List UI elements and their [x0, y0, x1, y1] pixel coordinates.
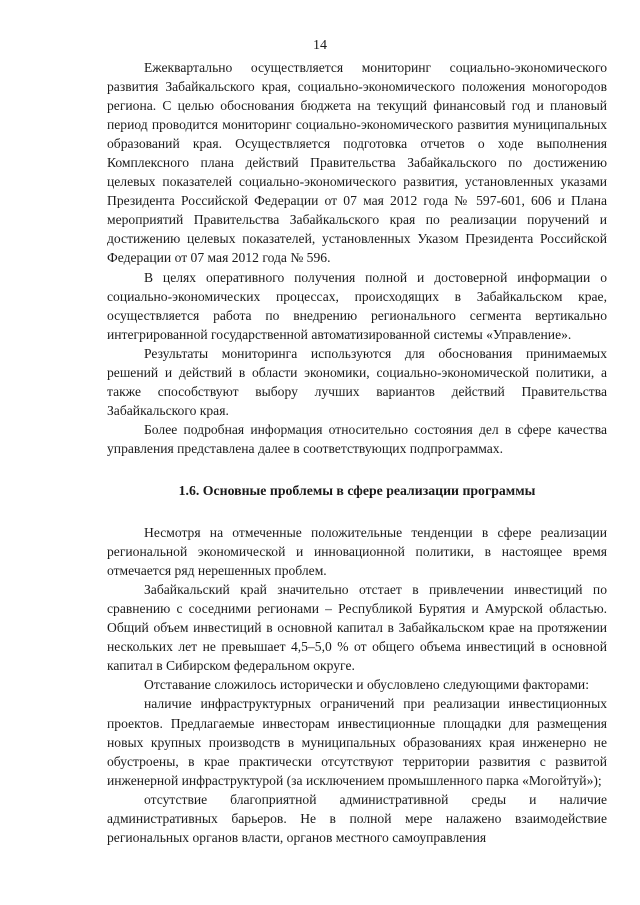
- paragraph-subprograms-reference: Более подробная информация относительно состояния дел в сфере качества управления представлена далее в соответствующих подпрограммах.: [107, 421, 607, 456]
- spacer: [107, 500, 607, 523]
- paragraph-information-system: В целях оперативного получения полной и достоверной информации о социально-экономических процессах, происходящих в Забайкальском крае, осуществляется работа по внедрению регионального сегмента вертикально интегрированной государственной автоматизированной системы «Управление».: [107, 269, 607, 342]
- section-heading: 1.6. Основные проблемы в сфере реализации программы: [178, 482, 536, 498]
- paragraph-infrastructure-limits: наличие инфраструктурных ограничений при реализации инвестиционных проектов. Предлагаемые инвесторам инвестиционные площадки для размещения новых крупных производств в муниципальных образованиях края инженерно не обустроены, в крае практически отсутствуют территории развития с развитой инженерной инфраструктурой (за исключением промышленного парка «Могойтуй»);: [107, 696, 607, 788]
- paragraph-monitoring-results: Результаты мониторинга используются для обоснования принимаемых решений и действий в области экономики, социально-экономической политики, а также способствуют выбору лучших вариантов действий Правительства Забайкальского края.: [107, 345, 607, 418]
- paragraph-factors-intro: Отставание сложилось исторически и обусловлено следующими факторами:: [144, 677, 589, 693]
- page-number: 14: [313, 38, 327, 53]
- paragraph-unresolved-problems: Несмотря на отмеченные положительные тенденции в сфере реализации региональной экономической и инновационной политики, в настоящее время отмечается ряд нерешенных проблем.: [107, 525, 607, 579]
- paragraph-investment-lag: Забайкальский край значительно отстает в привлечении инвестиций по сравнению с соседними регионами – Республикой Бурятия и Амурской областью. Общий объем инвестиций в основной капитал в Забайкальском крае на протяжении нескольких лет не превышает 4,5–5,0 % от общего объема инвестиций в основной капитал в Сибирском федеральном округе.: [107, 582, 607, 674]
- document-body: [107, 58, 607, 847]
- spacer: [107, 458, 607, 481]
- paragraph-monitoring: Ежеквартально осуществляется мониторинг социально-экономического развития Забайкальского края, социально-экономического положения моногородов региона. С целью обоснования бюджета на текущий финансовый год и плановый период проводится мониторинг социально-экономического развития муниципальных образований края. Осуществляется подготовка отчетов о ходе выполнения Комплексного плана действий Правительства Забайкальского по достижению целевых показателей социально-экономического развития, установленных указами Президента Российской Федерации от 07 мая 2012 года № 597-601, 606 и Плана мероприятий Правительства Забайкальского края по реализации поручений и достижению целевых показателей, установленных Указом Президента Российской Федерации от 07 мая 2012 года № 596.: [107, 60, 607, 266]
- paragraph-administrative-barriers: отсутствие благоприятной административной среды и наличие административных барьеров. Не в полной мере налажено взаимодействие региональных органов власти, органов местного самоуправления: [107, 791, 607, 845]
